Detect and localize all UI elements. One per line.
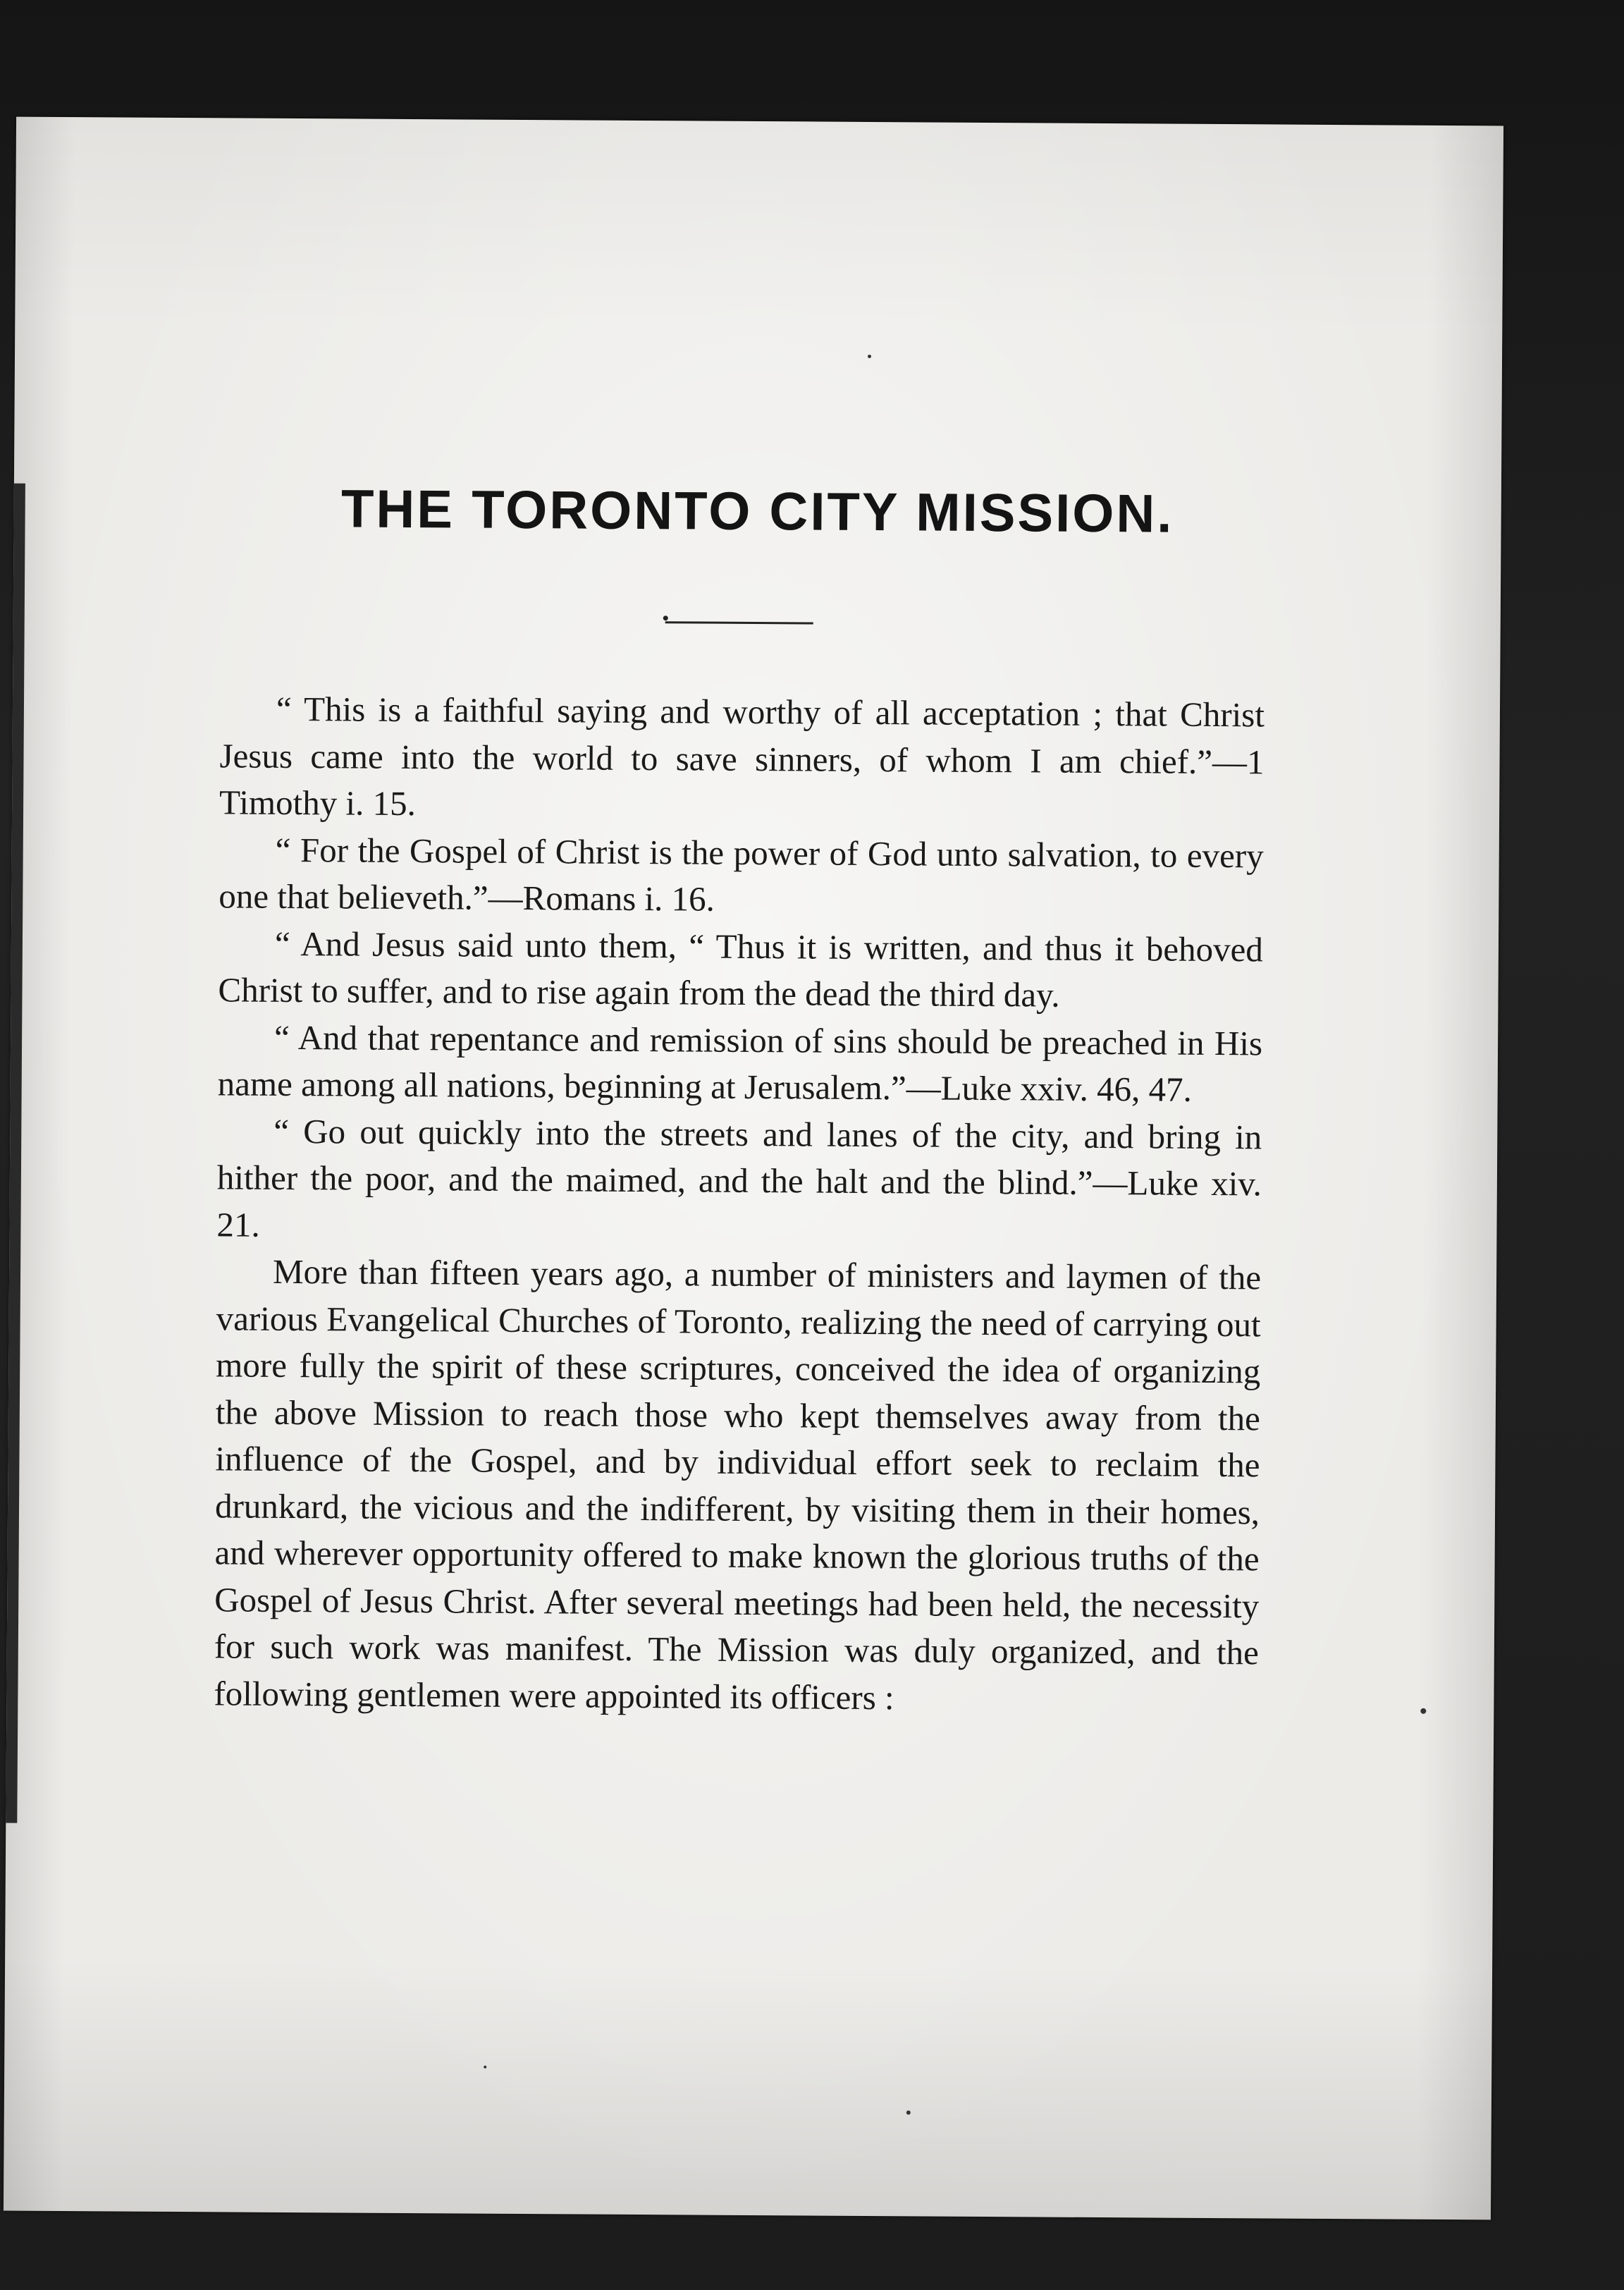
page-title: THE TORONTO CITY MISSION.: [340, 479, 1174, 544]
paragraph-mission-history: More than fifteen years ago, a number of ministers and laymen of the various Evangelical Churches of Toronto, realizing the need of carrying out more fully the spirit of these scriptures, conceived the idea of organizing the above Mission to reach those who kept themselves away from the influence of the Gospel, and by individual effort seek to reclaim the drunkard, the vicious and the indifferent, by visiting them in their homes, and wherever opportunity offered to make known the glorious truths of the Gospel of Jesus Christ. After several meetings had been held, the necessity for such work was manifest. The Mission was duly organized, and the following gentlemen were appointed its officers :: [214, 1251, 1262, 1717]
print-speck: [868, 355, 871, 358]
paragraph-scripture-luke-xxiv-b: “ And that repentance and remission of sins should be preached in His name among all nations, beginning at Jerusalem.”—Luke xxiv. 46, 47.: [217, 1017, 1263, 1109]
document-page: [4, 117, 1503, 2220]
paragraph-scripture-luke-xiv: “ Go out quickly into the streets and lanes of the city, and bring in hither the poor, and the maimed, and the halt and the blind.”—Luke xiv. 21.: [216, 1111, 1262, 1244]
paragraph-scripture-romans: “ For the Gospel of Christ is the power of God unto salvation, to every one that believeth.”—Romans i. 16.: [219, 830, 1264, 919]
title-separator-rule: [665, 621, 813, 624]
paragraph-scripture-timothy: “ This is a faithful saying and worthy of all acceptation ; that Christ Jesus came into the world to save sinners, of whom I am chief.”—1 Timothy i. 15.: [219, 689, 1265, 823]
print-speck: [906, 2110, 911, 2114]
print-speck: [1420, 1708, 1426, 1714]
paragraph-scripture-luke-xxiv-a: “ And Jesus said unto them, “ Thus it is written, and thus it behoved Christ to suffer, and to rise again from the dead the third day.: [218, 924, 1264, 1015]
separator-dot: [663, 616, 668, 620]
body-text: [214, 685, 1265, 1723]
print-speck: [484, 2066, 486, 2069]
